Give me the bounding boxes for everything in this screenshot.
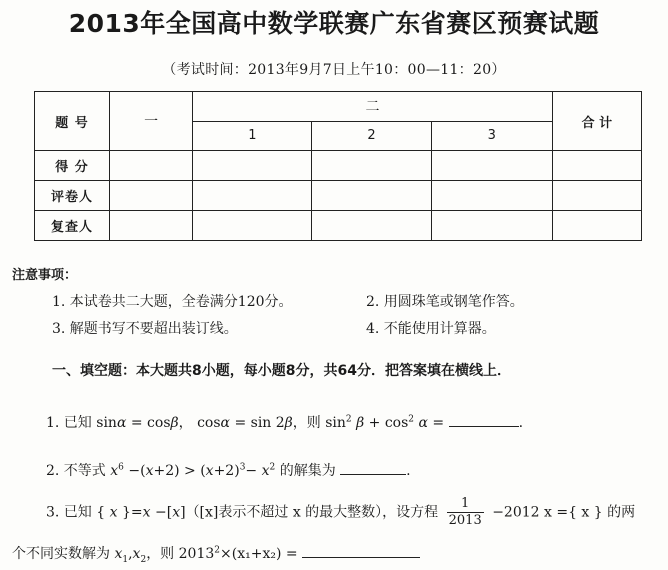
grader-cell[interactable]: [193, 181, 312, 211]
q3-formula: { x }=x −[x]: [96, 504, 186, 521]
grader-cell[interactable]: [110, 181, 193, 211]
grader-cell[interactable]: [431, 181, 552, 211]
note-item: 1. 本试卷共二大题，全卷满分120分。: [52, 294, 293, 310]
question-3: [46, 496, 635, 529]
q3-line2-end: ×(x₁+x₂) =: [220, 546, 298, 562]
sub-col-1: 1: [193, 121, 312, 151]
question-1: [46, 412, 523, 432]
sub-col-2: 2: [312, 121, 431, 151]
q3-exp: 2: [214, 545, 221, 556]
table-row: [35, 151, 642, 181]
table-row: [35, 181, 642, 211]
answer-blank-3[interactable]: [302, 543, 420, 558]
q1-sep: ，: [178, 415, 193, 431]
q3-frac-num: 1: [447, 496, 484, 513]
q3-roots: $x_1,x_2$: [114, 546, 147, 565]
q1-prefix: 1. 已知: [46, 415, 92, 431]
score-table: [34, 91, 642, 241]
q1-formula-a: sinα = cosβ: [96, 415, 179, 431]
row-label-reviewer: 复查人: [35, 211, 110, 241]
part-one-header: 一: [110, 92, 193, 151]
grader-cell[interactable]: [552, 181, 641, 211]
part-two-header: 二: [193, 92, 553, 122]
q2-suffix: 的解集为: [279, 463, 336, 479]
table-row: [35, 211, 642, 241]
reviewer-cell[interactable]: [552, 211, 641, 241]
section-heading: 一、填空题：本大题共8小题，每小题8分，共64分．把答案填在横线上．: [52, 363, 511, 379]
reviewer-cell[interactable]: [110, 211, 193, 241]
q3-def: （[x]表示不超过 x 的最大整数），设方程: [185, 504, 439, 521]
reviewer-cell[interactable]: [431, 211, 552, 241]
note-item: 4. 不能使用计算器。: [366, 321, 496, 337]
question-2: [46, 460, 411, 480]
reviewer-cell[interactable]: [193, 211, 312, 241]
q3-line2-prefix: 个不同实数解为: [12, 546, 110, 562]
question-3-line-2: [12, 543, 420, 565]
q2-end: .: [406, 463, 411, 479]
score-cell[interactable]: [431, 151, 552, 181]
reviewer-cell[interactable]: [312, 211, 431, 241]
q3-fraction: [447, 496, 484, 529]
q3-prefix: 3. 已知: [46, 504, 92, 521]
answer-blank-2[interactable]: [340, 460, 406, 475]
total-header: 合 计: [552, 92, 641, 151]
page-title: 2013年全国高中数学联赛广东省赛区预赛试题: [68, 9, 600, 38]
note-item: 3. 解题书写不要超出装订线。: [52, 321, 238, 337]
notes-heading: 注意事项：: [12, 268, 78, 283]
q2-formula: $x^6 -(x+2) > (x+2)^3- x^2$: [110, 462, 276, 479]
q2-prefix: 2. 不等式: [46, 463, 106, 479]
exam-time: （考试时间：2013年9月7日上午10：00—11：20）: [162, 62, 506, 78]
answer-blank-1[interactable]: [449, 412, 519, 427]
header-label: 题 号: [35, 92, 110, 151]
q1-formula-b: cosα = sin 2β: [197, 415, 293, 431]
score-cell[interactable]: [312, 151, 431, 181]
score-cell[interactable]: [110, 151, 193, 181]
score-cell[interactable]: [193, 151, 312, 181]
q3-eq: −2012 x ={ x } 的两: [492, 504, 636, 521]
note-item: 2. 用圆珠笔或钢笔作答。: [366, 294, 524, 310]
q1-end: .: [518, 415, 524, 431]
q3-frac-den: 2013: [448, 513, 482, 528]
score-cell[interactable]: [552, 151, 641, 181]
grader-cell[interactable]: [312, 181, 431, 211]
q1-formula-c: $\sin^2 \beta + \cos^2 \alpha$ =: [325, 414, 445, 431]
q1-then: ，则: [292, 415, 321, 431]
row-label-score: 得 分: [35, 151, 110, 181]
q3-line2-mid: ，则 2013: [146, 546, 215, 562]
row-label-grader: 评卷人: [35, 181, 110, 211]
sub-col-3: 3: [431, 121, 552, 151]
